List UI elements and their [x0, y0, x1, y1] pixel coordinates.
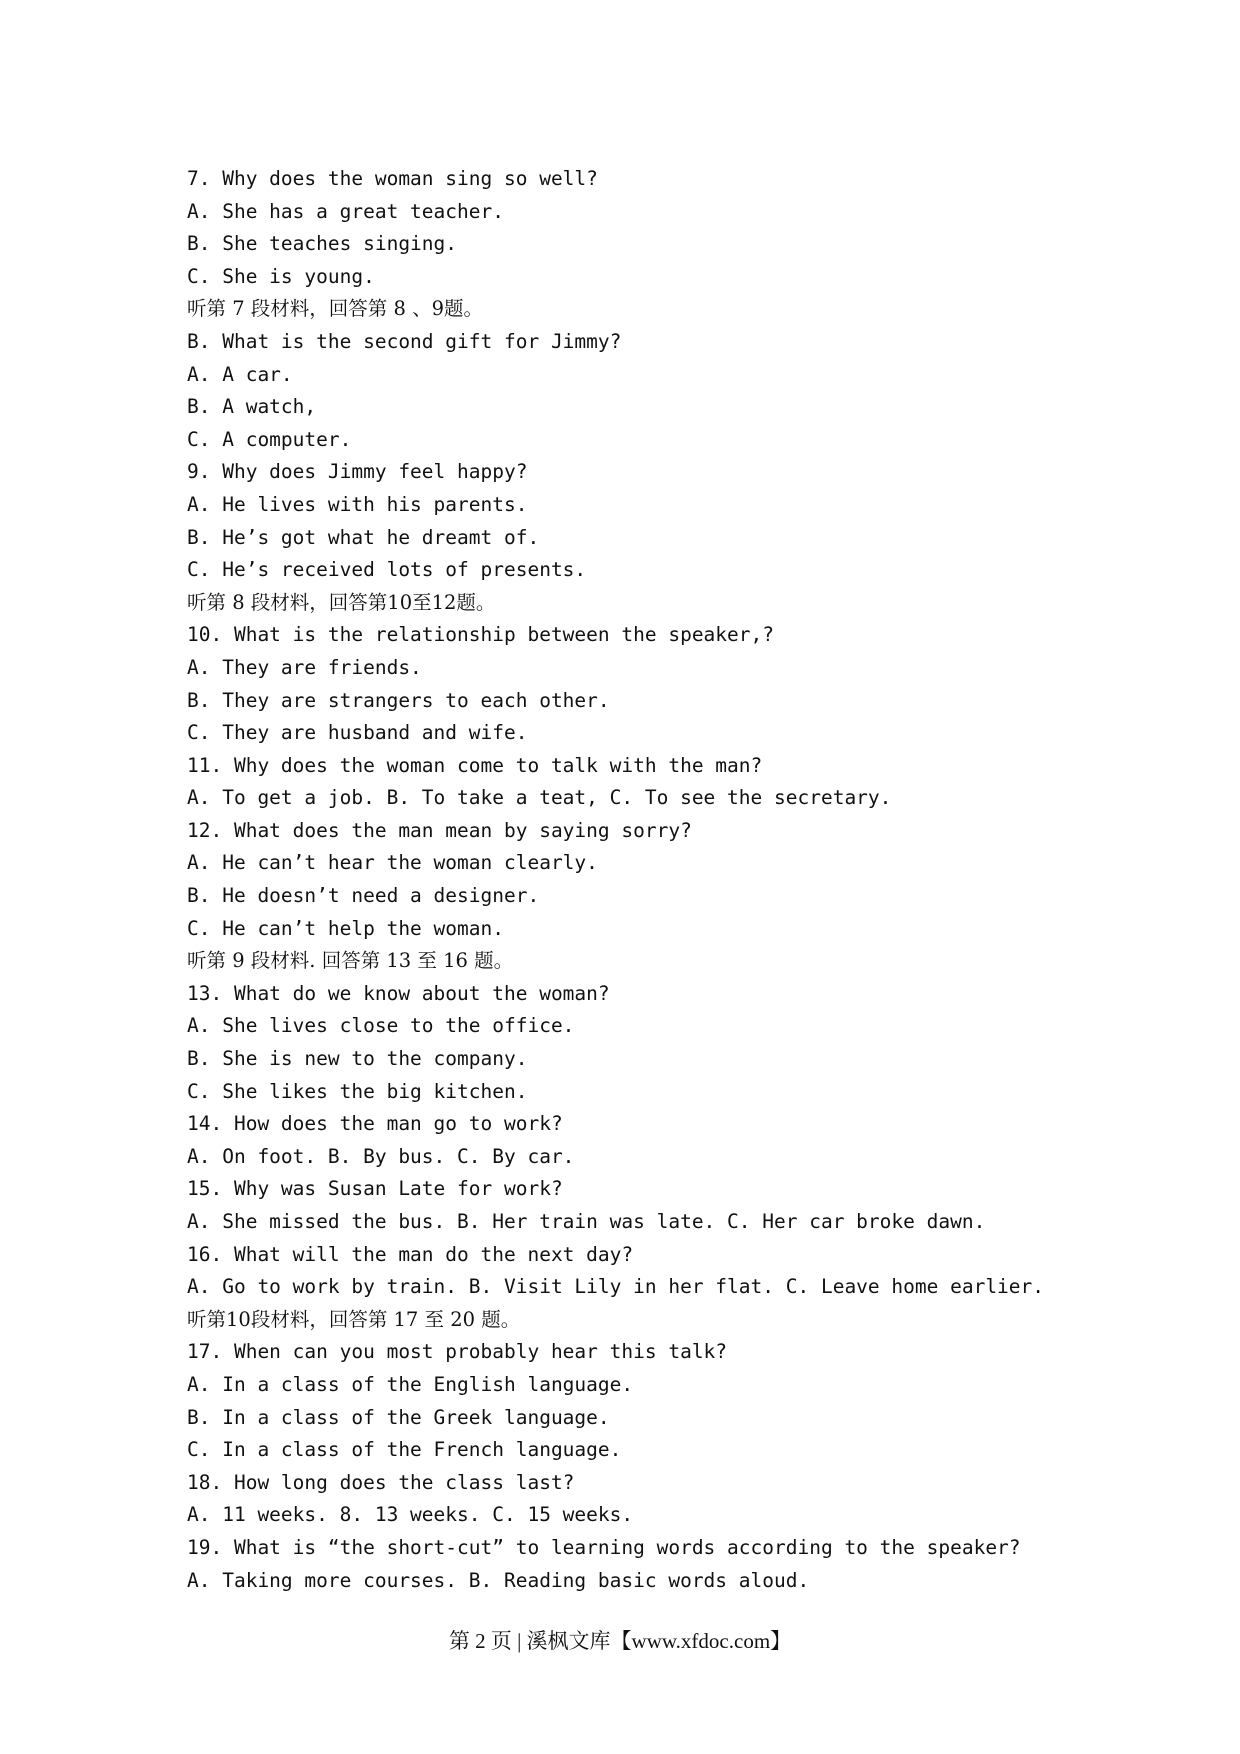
question-9: 9. Why does Jimmy feel happy?	[187, 460, 528, 484]
option-8a: A. A car.	[187, 362, 293, 386]
question-11: 11. Why does the woman come to talk with the man?	[187, 753, 763, 777]
option-13a: A. She lives close to the office.	[187, 1014, 575, 1038]
options-16: A. Go to work by train. B. Visit Lily in her flat. C. Leave home earlier.	[187, 1275, 1045, 1299]
question-8: B. What is the second gift for Jimmy?	[187, 329, 622, 353]
option-7a: A. She has a great teacher.	[187, 199, 504, 223]
option-8c: C. A computer.	[187, 427, 352, 451]
option-9c: C. He’s received lots of presents.	[187, 558, 587, 582]
question-17: 17. When can you most probably hear this talk?	[187, 1340, 728, 1364]
option-13b: B. She is new to the company.	[187, 1047, 528, 1071]
question-list	[187, 163, 1087, 1597]
section-heading-10: 听第10段材料，回答第 17 至 20 题。	[187, 1307, 521, 1331]
question-10: 10. What is the relationship between the speaker,?	[187, 623, 774, 647]
page-footer: 第 2 页 | 溪枫文库【www.xfdoc.com】	[448, 1629, 792, 1653]
option-8b: B. A watch,	[187, 395, 317, 419]
option-10b: B. They are strangers to each other.	[187, 688, 610, 712]
section-heading-8: 听第 8 段材料，回答第10至12题。	[187, 590, 496, 614]
option-17a: A. In a class of the English language.	[187, 1372, 634, 1396]
section-heading-9: 听第 9 段材料. 回答第 13 至 16 题。	[187, 949, 514, 973]
option-17c: C. In a class of the French language.	[187, 1438, 622, 1462]
option-7b: B. She teaches singing.	[187, 232, 458, 256]
question-18: 18. How long does the class last?	[187, 1470, 575, 1494]
option-13c: C. She likes the big kitchen.	[187, 1079, 528, 1103]
option-12b: B. He doesn’t need a designer.	[187, 884, 540, 908]
question-16: 16. What will the man do the next day?	[187, 1242, 634, 1266]
question-15: 15. Why was Susan Late for work?	[187, 1177, 563, 1201]
question-13: 13. What do we know about the woman?	[187, 981, 610, 1005]
option-12c: C. He can’t help the woman.	[187, 916, 504, 940]
section-heading-7: 听第 7 段材料，回答第 8 、9题。	[187, 297, 484, 321]
question-19: 19. What is “the short-cut” to learning words according to the speaker?	[187, 1535, 1021, 1559]
option-9b: B. He’s got what he dreamt of.	[187, 525, 540, 549]
option-10c: C. They are husband and wife.	[187, 721, 528, 745]
question-12: 12. What does the man mean by saying sorry?	[187, 818, 692, 842]
question-7: 7. Why does the woman sing so well?	[187, 167, 598, 190]
options-11: A. To get a job. B. To take a teat, C. To see the secretary.	[187, 786, 892, 810]
question-14: 14. How does the man go to work?	[187, 1112, 563, 1136]
option-9a: A. He lives with his parents.	[187, 492, 528, 516]
options-18: A. 11 weeks. 8. 13 weeks. C. 15 weeks.	[187, 1503, 634, 1527]
options-14: A. On foot. B. By bus. C. By car.	[187, 1144, 575, 1168]
options-15: A. She missed the bus. B. Her train was late. C. Her car broke dawn.	[187, 1210, 986, 1233]
options-19: A. Taking more courses. B. Reading basic words aloud.	[187, 1568, 810, 1592]
option-17b: B. In a class of the Greek language.	[187, 1405, 610, 1429]
option-10a: A. They are friends.	[187, 655, 422, 679]
option-12a: A. He can’t hear the woman clearly.	[187, 851, 598, 875]
option-7c: C. She is young.	[187, 264, 375, 288]
